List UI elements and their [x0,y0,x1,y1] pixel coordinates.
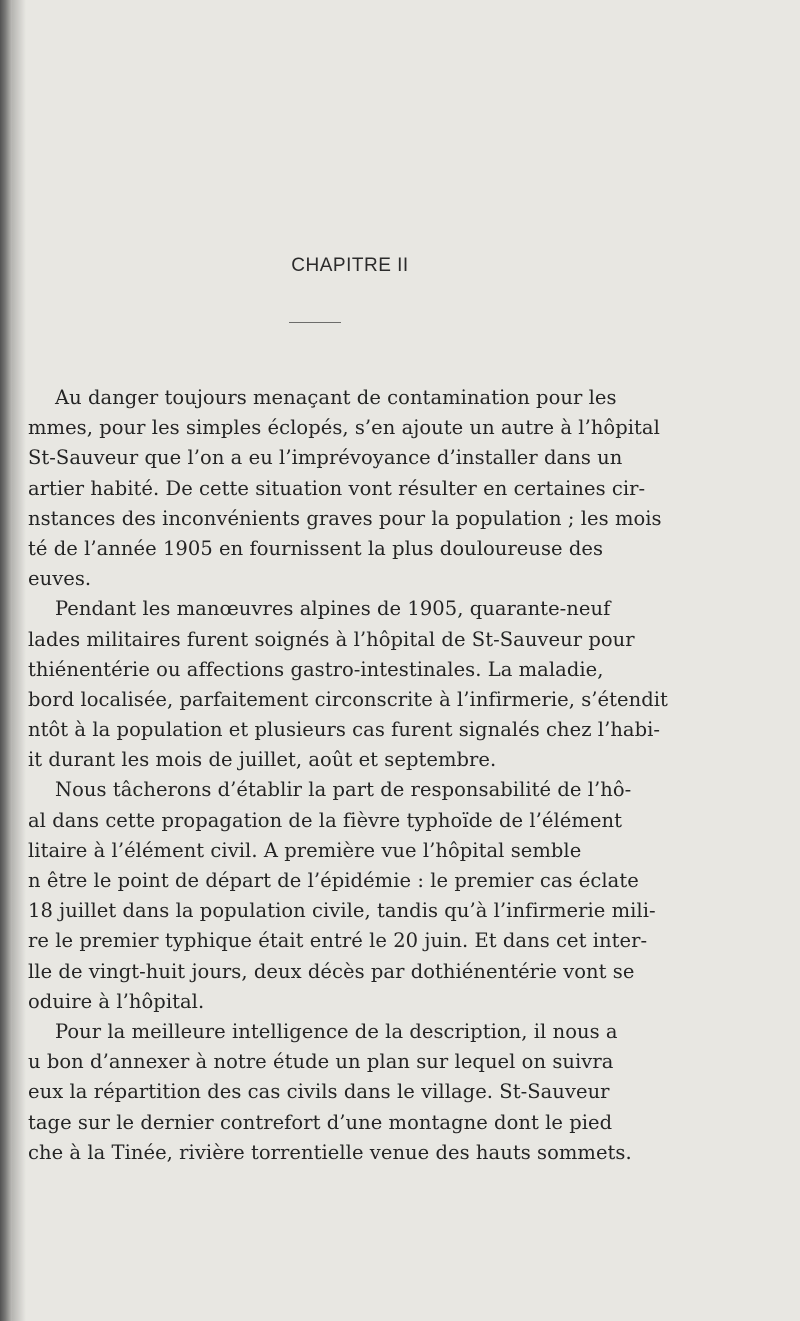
text-line: tage sur le dernier contrefort d’une montagne dont le pied [28,1110,613,1134]
text-line: re le premier typhique était entré le 20 juin. Et dans cet inter- [28,929,648,953]
body-text [28,383,800,1168]
binding-shadow [12,0,26,1321]
text-line: Au danger toujours menaçant de contamination pour les [55,386,617,409]
text-line: St-Sauveur que l’on a eu l’imprévoyance d’installer dans un [28,446,623,470]
text-line: artier habité. De cette situation vont résulter en certaines cir- [28,476,646,500]
text-line: u bon d’annexer à notre étude un plan sur lequel on suivra [28,1050,614,1074]
text-line: euves. [28,567,92,591]
text-line: nstances des inconvénients graves pour la population ; les mois [28,506,662,530]
text-line: it durant les mois de juillet, août et septembre. [28,748,497,772]
text-line: 18 juillet dans la population civile, tandis qu’à l’infirmerie mili- [28,899,656,923]
text-line: n être le point de départ de l’épidémie : le premier cas éclate [28,869,639,892]
text-line: Pour la meilleure intelligence de la description, il nous a [55,1019,618,1043]
text-line: al dans cette propagation de la fièvre typhoïde de l’élément [28,808,622,832]
text-line: té de l’année 1905 en fournissent la plus douloureuse des [28,536,604,560]
title-divider [289,322,341,323]
text-line: bord localisée, parfaitement circonscrite à l’infirmerie, s’étendit [28,687,668,711]
book-binding-edge [0,0,12,1321]
text-line: lades militaires furent soignés à l’hôpital de St-Sauveur pour [28,627,635,651]
chapter-title: CHAPITRE II [291,255,409,276]
text-line: Nous tâcherons d’établir la part de responsabilité de l’hô- [55,778,632,802]
text-line: mmes, pour les simples éclopés, s’en ajoute un autre à l’hôpital [28,416,660,440]
text-line: che à la Tinée, rivière torrentielle venue des hauts sommets. [28,1140,632,1164]
text-line: litaire à l’élément civil. A première vue l’hôpital semble [28,838,582,862]
text-line: oduire à l’hôpital. [28,989,205,1013]
text-line: thiénentérie ou affections gastro-intestinales. La maladie, [28,657,604,681]
text-line: ntôt à la population et plusieurs cas furent signalés chez l’habi- [28,718,661,742]
text-line: lle de vingt-huit jours, deux décès par dothiénentérie vont se [28,959,635,983]
text-line: eux la répartition des cas civils dans le village. St-Sauveur [28,1080,610,1104]
text-line: Pendant les manœuvres alpines de 1905, quarante-neuf [55,597,611,621]
